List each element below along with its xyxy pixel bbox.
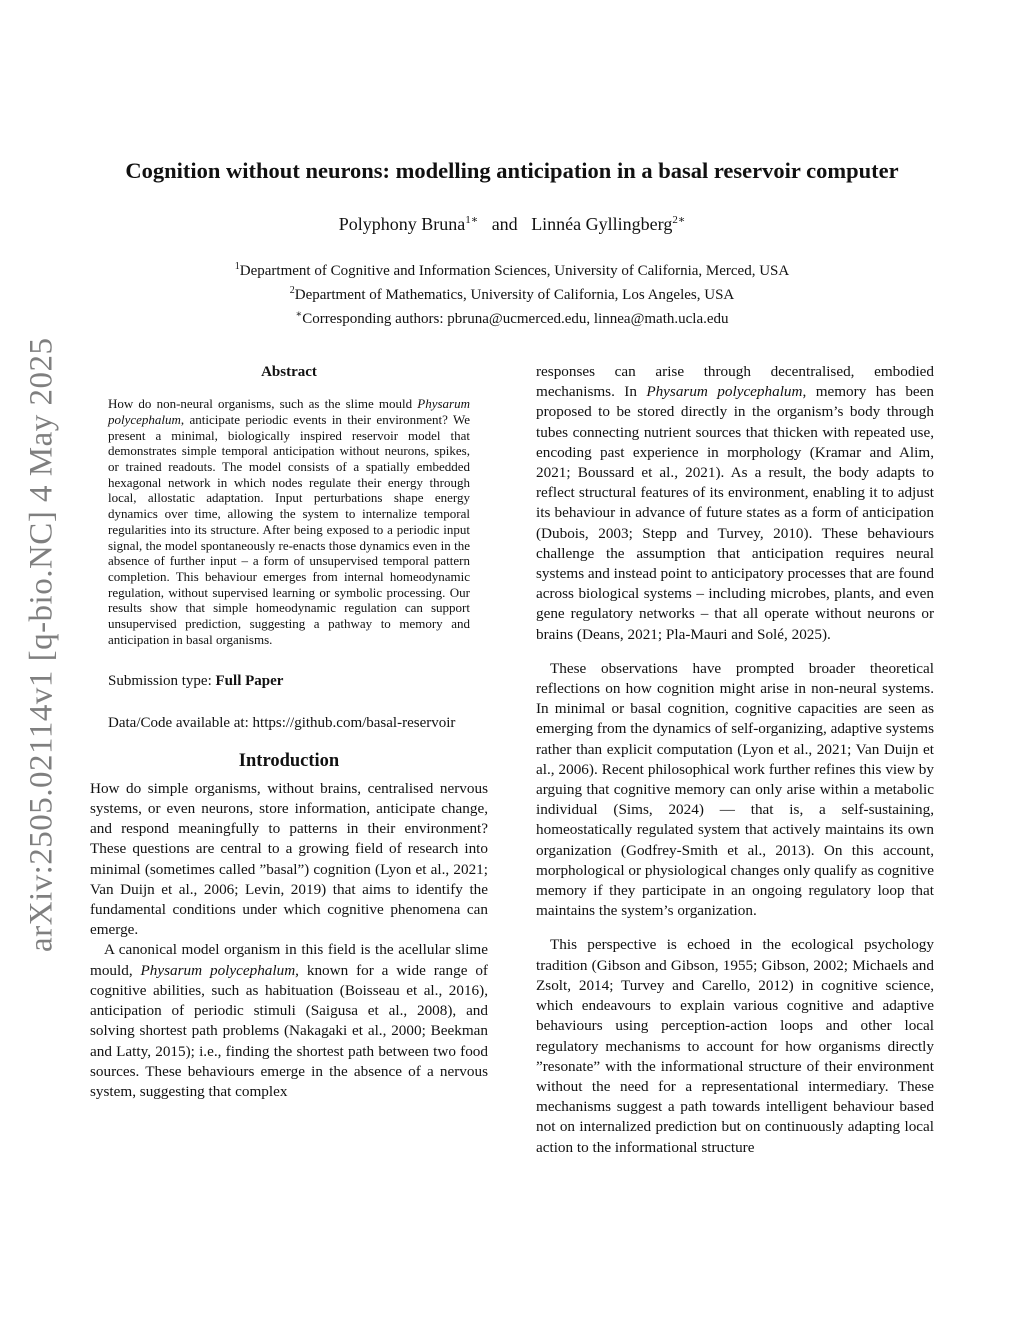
submission-type: Submission type: Full Paper (108, 673, 284, 690)
body-paragraph: These observations have prompted broader theoretical reflections on how cognition might arise in non-neural systems. In minimal or basal cognition, cognitive capacities are seen as emerging from the dynamics of self-organizing, adaptive systems rather than explicit computation (Lyon et al., 2021; Van Duijn et al., 2006). Recent philosophical work further refines this view by arguing that cognitive memory can only arise within a metabolic individual (Sims, 2024) — that is, a self-sustaining, homeostatically regulated system that actively maintains its own organization (Godfrey-Smith et al., 2013). On this account, morphological or physiological changes only qualify as cognitive memory if they participate in an ongoing regulatory loop that maintains the system’s organization. (536, 659, 934, 920)
species-name: Physarum polycephalum (108, 396, 470, 427)
species-name: Physarum polycephalum (646, 383, 803, 401)
left-column (90, 362, 488, 1102)
intro-paragraph: A canonical model organism in this field is the acellular slime mould, Physarum polycephalum, known for a wide range of cognitive abilities, such as habituation (Boisseau et al., 2016), anticipation of periodic stimuli (Saigusa et al., 2008), and solving shortest path problems (Nakagaki et al., 2000; Beekman and Latty, 2015); i.e., finding the shortest path between two food sources. These behaviours emerge in the absence of a nervous system, suggesting that complex (90, 941, 488, 1100)
author-name: Linnéa Gyllingberg (531, 214, 673, 234)
species-name: Physarum polycephalum (140, 961, 296, 979)
introduction-heading: Introduction (238, 750, 340, 771)
right-column (536, 362, 934, 1172)
intro-paragraph: How do simple organisms, without brains, centralised nervous systems, or even neurons, store information, anticipate change, and respond meaningfully to patterns in their environment? These questions are central to a growing field of research into minimal (sometimes called ”basal”) cognition (Lyon et al., 2021; Van Duijn et al., 2006; Levin, 2019) that aims to identify the fundamental conditions under which cognitive phenomena can emerge. (90, 779, 488, 939)
affiliations (60, 257, 964, 329)
data-code-link[interactable]: Data/Code available at: https://github.com/basal-reservoir (108, 714, 456, 731)
author-name: Polyphony Bruna (338, 214, 466, 234)
corresponding-authors: ∗Corresponding authors: pbruna@ucmerced.edu, linnea@math.ucla.edu (295, 309, 729, 327)
author-line (60, 213, 964, 235)
body-paragraph: responses can arise through decentralised, embodied mechanisms. In Physarum polycephalum, memory has been proposed to be stored directly in the organism’s body through tubes connecting nutrient sources that thicken with repeated use, encoding past experience in morphology (Kramar and Alim, 2021; Boussard et al., 2021). As a result, the body adapts to reflect structural features of its environment, enabling it to adjust its behaviour in advance of future states as a form of anticipation (Dubois, 2003; Stepp and Turvey, 2010). These behaviours challenge the assumption that anticipation requires neural systems and instead point to anticipatory processes that are found across biological systems – including microbes, plants, and even gene regulatory networks – that all operate without neurons or brains (Deans, 2021; Pla-Mauri and Solé, 2025). (536, 363, 935, 643)
author-affil-mark: 1∗ (465, 214, 479, 226)
body-paragraph: This perspective is echoed in the ecological psychology tradition (Gibson and Gibson, 1955; Gibson, 2002; Michaels and Zsolt, 2014; Turvey and Carello, 2012) in cognitive science, which endeavours to explain various cognitive and adaptive behaviours using perception-action loops and other local regulatory mechanisms to account for how organisms directly ”resonate” with the informational structure of their environment without the need for a representational intermediary. These mechanisms suggest a path towards intelligent behaviour based not on internalized prediction but on continuously adapting local action to the informational structure (536, 936, 934, 1156)
affiliation-line: $^1$Department of Cognitive and Information Sciences, University of California, Merced, USA (234, 261, 790, 279)
affiliation-line: $^2$Department of Mathematics, University of California, Los Angeles, USA (289, 285, 735, 303)
author-conjunction: and (491, 214, 518, 234)
abstract-text: How do non-neural organisms, such as the slime mould Physarum polycephalum, anticipate periodic events in their environment? We present a minimal, biologically inspired reservoir model that demonstrates simple temporal anticipation without neurons, spikes, or trained readouts. The model consists of a spatially embedded hexagonal network in which nodes regulate their energy through local, allostatic adaptation. Input perturbations shape energy dynamics over time, allowing the system to internalize temporal regularities into its structure. After being exposed to a periodic input signal, the model spontaneously re-enacts those dynamics even in the absence of further input – a form of unsupervised temporal pattern completion. This behaviour emerges from internal homeodynamic regulation, without supervised learning or symbolic processing. Our results show that simple homeodynamic regulation can support unsupervised prediction, suggesting a pathway to memory and anticipation in basal organisms. (108, 396, 470, 647)
arxiv-watermark: arXiv:2505.02114v1 [q-bio.NC] 4 May 2025 (23, 337, 60, 953)
abstract-heading: Abstract (261, 364, 317, 380)
paper-title: Cognition without neurons: modelling anticipation in a basal reservoir computer (125, 158, 899, 183)
author-affil-mark: 2∗ (672, 214, 686, 226)
